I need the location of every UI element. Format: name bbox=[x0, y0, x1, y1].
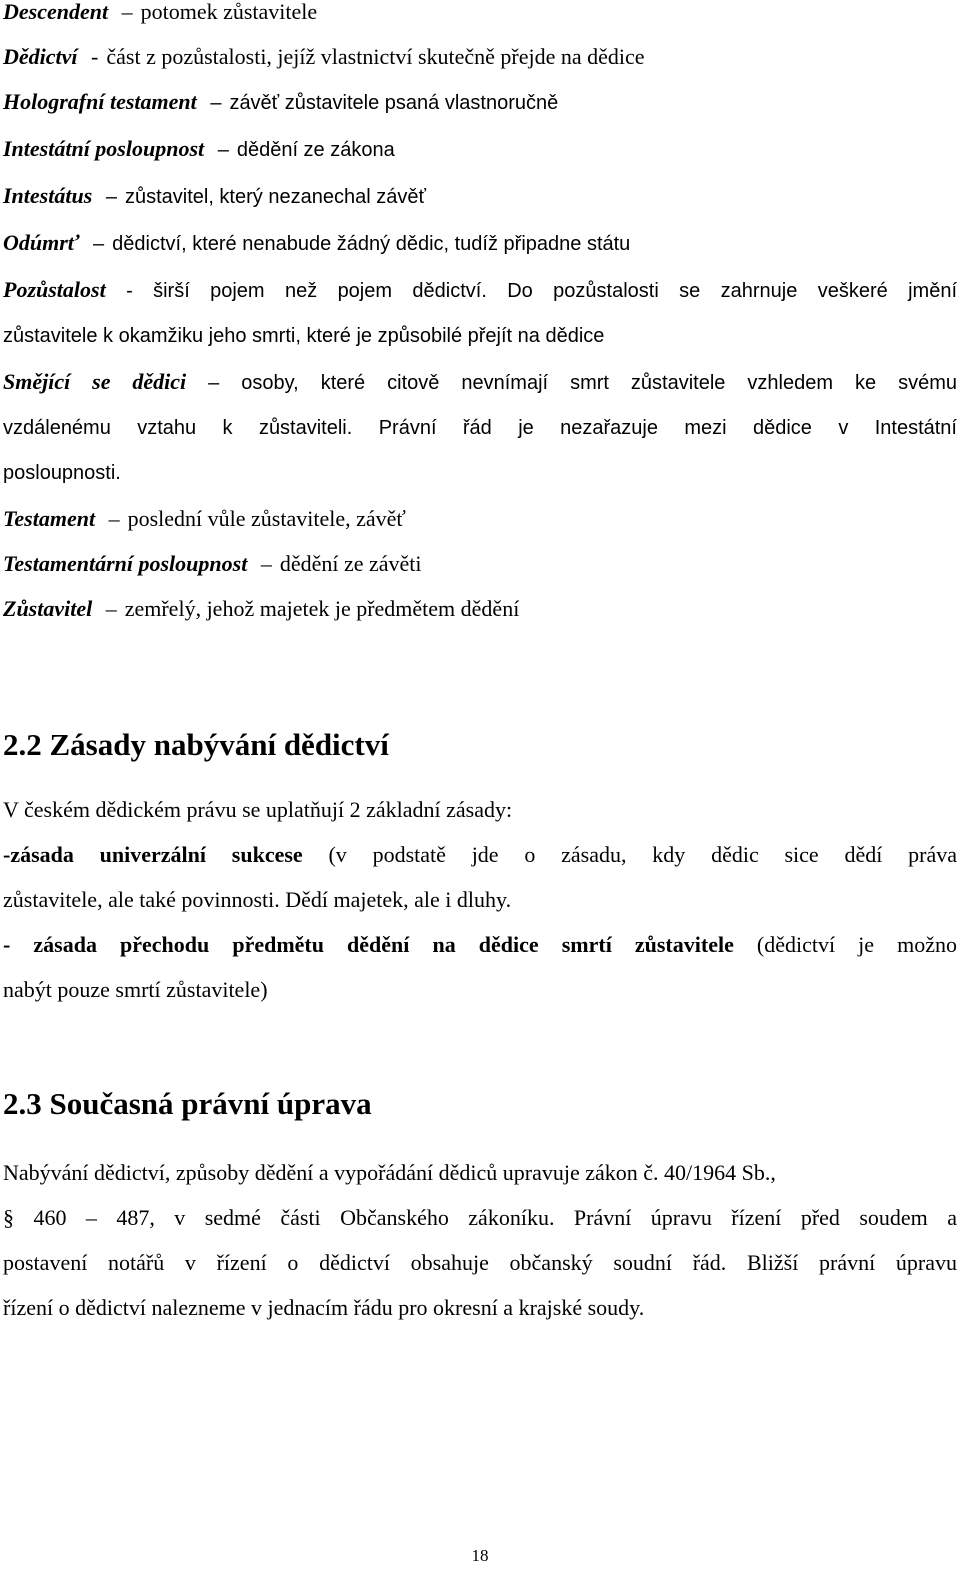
glossary-entry-pozustalost bbox=[3, 267, 957, 314]
glossary-entry-smejici bbox=[3, 359, 957, 406]
glossary-separator: – bbox=[121, 0, 133, 24]
glossary-separator: – bbox=[108, 506, 120, 531]
glossary-term: Intestátní posloupnost bbox=[3, 136, 205, 161]
glossary-term: Pozůstalost bbox=[3, 277, 106, 302]
document-page bbox=[3, 0, 957, 1330]
glossary-entry bbox=[3, 220, 957, 267]
principle-title: -zásada univerzální sukcese bbox=[3, 842, 303, 867]
glossary-separator: – bbox=[105, 596, 117, 621]
spacer bbox=[3, 1124, 957, 1150]
glossary-separator: – bbox=[105, 186, 117, 208]
principle-text-continuation: nabýt pouze smrtí zůstavitele) bbox=[3, 977, 268, 1002]
glossary-term: Testament bbox=[3, 506, 96, 531]
glossary bbox=[3, 0, 957, 631]
glossary-definition: dědictví, které nenabude žádný dědic, tudíž připadne státu bbox=[112, 233, 631, 255]
glossary-term: Odúmrť bbox=[3, 230, 80, 255]
glossary-definition: dědění ze závěti bbox=[279, 551, 422, 576]
principle-paragraph bbox=[3, 832, 957, 877]
glossary-term: Zůstavitel bbox=[3, 596, 93, 621]
section-2-2 bbox=[3, 725, 957, 1012]
section-heading: 2.3 Současná právní úprava bbox=[3, 1086, 372, 1121]
glossary-separator: - bbox=[91, 44, 99, 69]
glossary-entry bbox=[3, 496, 957, 541]
glossary-entry bbox=[3, 173, 957, 220]
paragraph-line: řízení o dědictví nalezneme v jednacím řádu pro okresní a krajské soudy. bbox=[3, 1295, 645, 1320]
principle-paragraph bbox=[3, 922, 957, 967]
glossary-definition: zůstavitel, který nezanechal závěť bbox=[124, 186, 426, 208]
spacer bbox=[3, 1012, 957, 1084]
glossary-definition: potomek zůstavitele bbox=[140, 0, 318, 24]
glossary-definition: dědění ze zákona bbox=[236, 139, 395, 161]
glossary-term: Dědictví bbox=[3, 44, 78, 69]
section-heading: 2.2 Zásady nabývání dědictví bbox=[3, 727, 389, 762]
glossary-definition: poslední vůle zůstavitele, závěť bbox=[127, 506, 406, 531]
glossary-definition: – osoby, které citově nevnímají smrt zůstavitele vzhledem ke svému bbox=[208, 372, 957, 394]
glossary-term: Testamentární posloupnost bbox=[3, 551, 248, 576]
glossary-term: Holografní testament bbox=[3, 89, 197, 114]
principle-title: - zásada přechodu předmětu dědění na dědice smrtí zůstavitele bbox=[3, 932, 734, 957]
glossary-separator: – bbox=[260, 551, 272, 576]
glossary-entry bbox=[3, 126, 957, 173]
glossary-definition-continuation: vzdálenému vztahu k zůstaviteli. Právní řád je nezařazuje mezi dědice v Intestátní bbox=[3, 417, 957, 439]
glossary-entry bbox=[3, 541, 957, 586]
section-2-3 bbox=[3, 1084, 957, 1330]
glossary-separator: – bbox=[210, 92, 222, 114]
glossary-separator: – bbox=[93, 233, 105, 255]
glossary-separator: – bbox=[217, 139, 229, 161]
spacer bbox=[3, 631, 957, 721]
spacer bbox=[3, 765, 957, 787]
glossary-entry bbox=[3, 34, 957, 79]
glossary-entry bbox=[3, 586, 957, 631]
glossary-entry bbox=[3, 79, 957, 126]
glossary-definition: závěť zůstavitele psaná vlastnoručně bbox=[229, 92, 559, 114]
paragraph-line: § 460 – 487, v sedmé části Občanského zákoníku. Právní úpravu řízení před soudem a bbox=[3, 1205, 957, 1230]
glossary-definition-continuation: zůstavitele k okamžiku jeho smrti, které je způsobilé přejít na dědice bbox=[3, 325, 605, 347]
paragraph-line: Nabývání dědictví, způsoby dědění a vypořádání dědiců upravuje zákon č. 40/1964 Sb., bbox=[3, 1160, 776, 1185]
glossary-term: Smějící se dědici bbox=[3, 369, 187, 394]
page-number: 18 bbox=[471, 1546, 489, 1565]
section-intro: V českém dědickém právu se uplatňují 2 základní zásady: bbox=[3, 797, 513, 822]
glossary-definition: zemřelý, jehož majetek je předmětem dědění bbox=[124, 596, 520, 621]
principle-text: (v podstatě jde o zásadu, kdy dědic sice dědí práva bbox=[328, 842, 958, 867]
principle-text: (dědictví je možno bbox=[756, 932, 958, 957]
glossary-definition-continuation: posloupnosti. bbox=[3, 462, 121, 484]
glossary-term: Intestátus bbox=[3, 183, 93, 208]
glossary-term: Descendent bbox=[3, 0, 109, 24]
paragraph-line: postavení notářů v řízení o dědictví obsahuje občanský soudní řád. Bližší právní úpravu bbox=[3, 1250, 957, 1275]
glossary-entry bbox=[3, 0, 957, 34]
principle-text-continuation: zůstavitele, ale také povinnosti. Dědí majetek, ale i dluhy. bbox=[3, 887, 512, 912]
glossary-definition: - širší pojem než pojem dědictví. Do pozůstalosti se zahrnuje veškeré jmění bbox=[126, 280, 958, 302]
glossary-definition: část z pozůstalosti, jejíž vlastnictví skutečně přejde na dědice bbox=[106, 44, 645, 69]
